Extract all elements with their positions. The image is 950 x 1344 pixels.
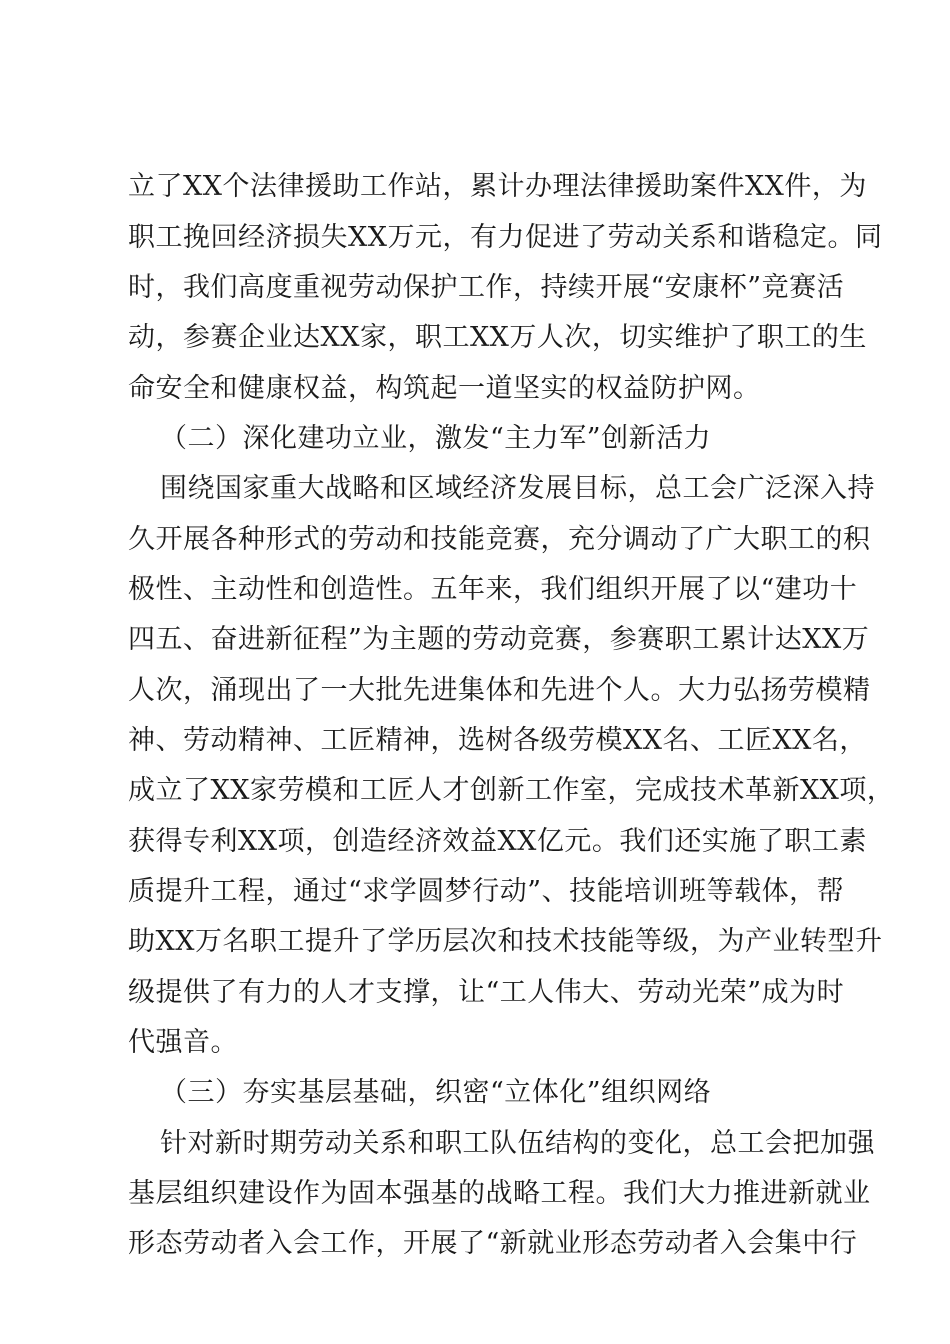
paragraph-line: 四五、奋进新征程”为主题的劳动竞赛，参赛职工累计达XX万 [128, 624, 870, 655]
paragraph-line: 极性、主动性和创造性。五年来，我们组织开展了以“建功十 [128, 574, 858, 605]
paragraph-line: 质提升工程，通过“求学圆梦行动”、技能培训班等载体，帮 [128, 876, 845, 907]
paragraph-line: 级提供了有力的人才支撑，让“工人伟大、劳动光荣”成为时 [128, 977, 845, 1008]
paragraph-line: 针对新时期劳动关系和职工队伍结构的变化，总工会把加强 [160, 1128, 875, 1159]
paragraph-line: 命安全和健康权益，构筑起一道坚实的权益防护网。 [128, 373, 761, 404]
section-heading-3: （三）夯实基层基础，织密“立体化”组织网络 [160, 1077, 712, 1108]
paragraph-line: 助XX万名职工提升了学历层次和技术技能等级，为产业转型升 [128, 926, 883, 957]
paragraph-line: 获得专利XX项，创造经济效益XX亿元。我们还实施了职工素 [128, 826, 867, 857]
paragraph-line: 形态劳动者入会工作，开展了“新就业形态劳动者入会集中行 [128, 1228, 858, 1259]
section-heading-2: （二）深化建功立业，激发“主力军”创新活力 [160, 423, 712, 454]
paragraph-line: 神、劳动精神、工匠精神，选树各级劳模XX名、工匠XX名， [128, 725, 867, 756]
paragraph-line: 围绕国家重大战略和区域经济发展目标，总工会广泛深入持 [160, 473, 875, 504]
paragraph-line: 人次，涌现出了一大批先进集体和先进个人。大力弘扬劳模精 [128, 675, 871, 706]
paragraph-line: 动，参赛企业达XX家，职工XX万人次，切实维护了职工的生 [128, 322, 867, 353]
paragraph-line: 基层组织建设作为固本强基的战略工程。我们大力推进新就业 [128, 1178, 871, 1209]
paragraph-line: 成立了XX家劳模和工匠人才创新工作室，完成技术革新XX项， [128, 775, 895, 806]
paragraph-line: 立了XX个法律援助工作站，累计办理法律援助案件XX件，为 [128, 171, 867, 202]
paragraph-line: 久开展各种形式的劳动和技能竞赛，充分调动了广大职工的积 [128, 524, 871, 555]
paragraph-line: 代强音。 [128, 1027, 238, 1058]
paragraph-line: 职工挽回经济损失XX万元，有力促进了劳动关系和谐稳定。同 [128, 222, 883, 253]
paragraph-line: 时，我们高度重视劳动保护工作，持续开展“安康杯”竞赛活 [128, 272, 845, 303]
